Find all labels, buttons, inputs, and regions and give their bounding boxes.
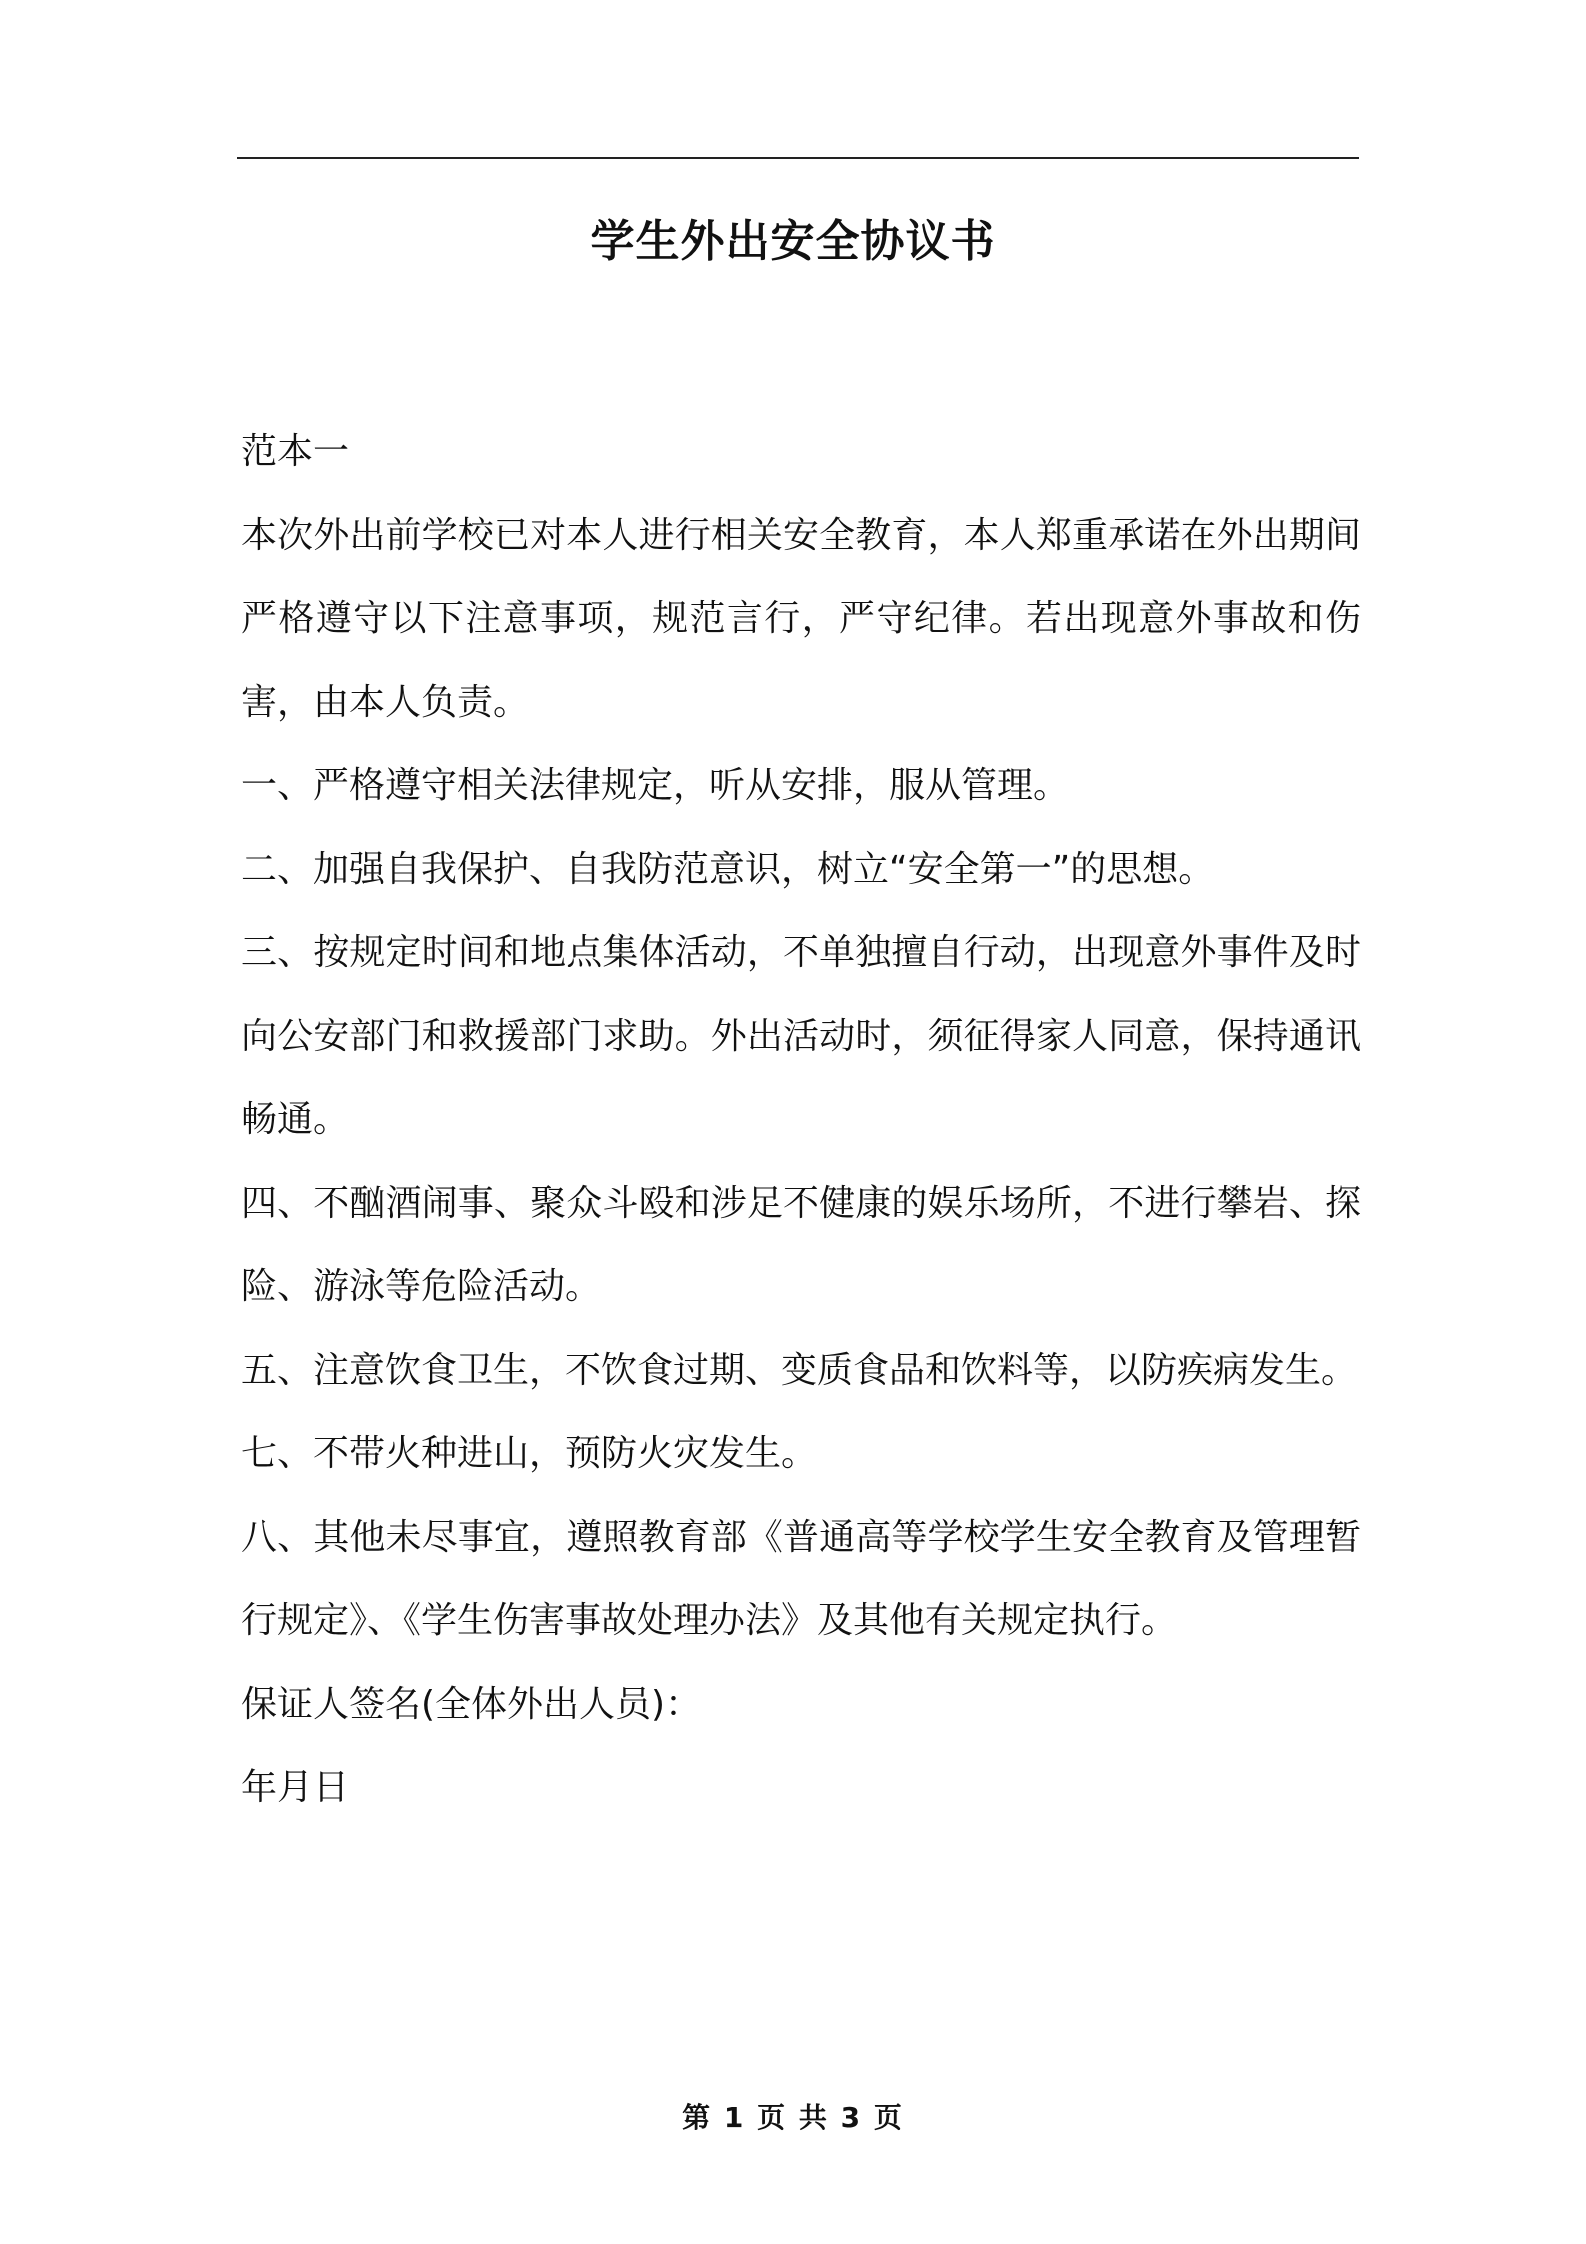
rule-item-2: 二、加强自我保护、自我防范意识，树立“安全第一”的思想。: [241, 848, 1215, 890]
document-title: 学生外出安全协议书: [590, 216, 996, 267]
signature-line: 保证人签名(全体外出人员)：: [241, 1683, 702, 1725]
rule-item-7: 七、不带火种进山，预防火灾发生。: [241, 1433, 818, 1474]
rule-item-8: 八、其他未尽事宜，遵照教育部《普通高等学校学生安全教育及管理暂行规定》、《学生伤害事故处理办法》及其他有关规定执行。: [241, 1516, 1361, 1641]
sample-label: 范本一: [241, 431, 350, 472]
document-body: [241, 410, 1361, 1830]
intro-paragraph: 本次外出前学校已对本人进行相关安全教育，本人郑重承诺在外出期间严格遵守以下注意事项，规范言行，严守纪律。若出现意外事故和伤害，由本人负责。: [241, 514, 1361, 723]
date-line: 年月日: [241, 1767, 350, 1808]
page-indicator: 第 1 页 共 3 页: [682, 2101, 904, 2134]
header-rule: [237, 157, 1359, 159]
rule-item-1: 一、严格遵守相关法律规定，听从安排，服从管理。: [241, 765, 1070, 806]
rule-item-5: 五、注意饮食卫生，不饮食过期、变质食品和饮料等，以防疾病发生。: [241, 1349, 1358, 1391]
rule-item-3: 三、按规定时间和地点集体活动，不单独擅自行动，出现意外事件及时向公安部门和救援部门求助。外出活动时，须征得家人同意，保持通讯畅通。: [241, 932, 1361, 1140]
rule-item-4: 四、不酗酒闹事、聚众斗殴和涉足不健康的娱乐场所，不进行攀岩、探险、游泳等危险活动。: [241, 1182, 1361, 1307]
